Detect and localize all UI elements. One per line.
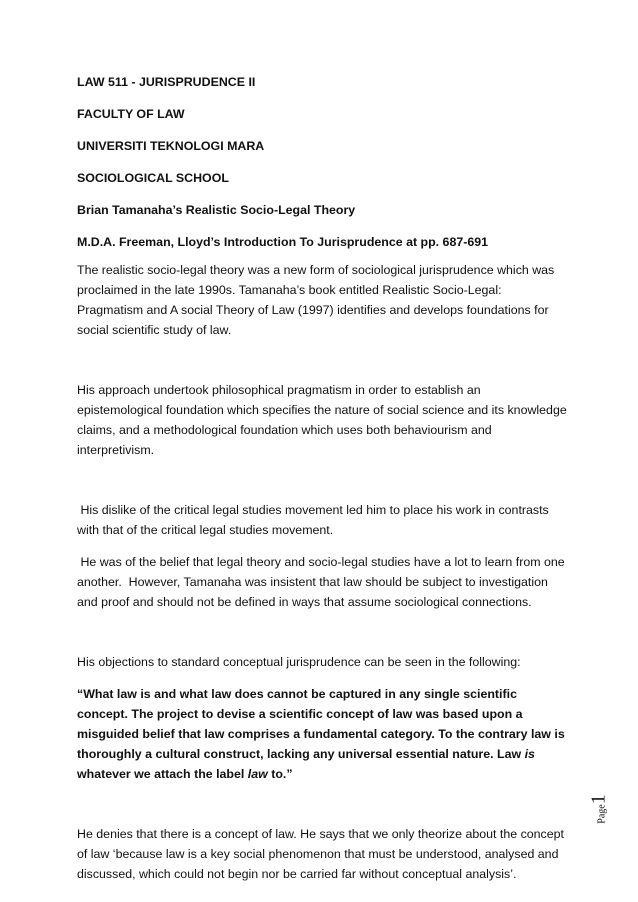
paragraph-belief: He was of the belief that legal theory and socio-legal studies have a lot to learn from one another. However, Tamanaha was insistent that law should be subject to investigation and proof and should not be defined in ways that assume sociological connections. bbox=[77, 555, 569, 609]
paragraph-objections: His objections to standard conceptual jurisprudence can be seen in the following: bbox=[77, 655, 521, 669]
reference-heading: M.D.A. Freeman, Lloyd’s Introduction To Jurisprudence at pp. 687-691 bbox=[77, 235, 489, 249]
quote-text-middle: whatever we attach the label bbox=[77, 767, 248, 781]
paragraph-closing: He denies that there is a concept of law. He says that we only theorize about the concept of law ‘because law is a key social phenomenon that must be understood, analysed and discussed, which could not begin nor be carried far without conceptual analysis’. bbox=[77, 827, 564, 881]
document-body bbox=[77, 72, 567, 884]
course-code-heading: LAW 511 - JURISPRUDENCE II bbox=[77, 75, 256, 89]
paragraph-dislike: His dislike of the critical legal studies movement led him to place his work in contrasts with that of the critical legal studies movement. bbox=[77, 503, 553, 537]
quote-emphasis-law: law bbox=[247, 767, 268, 781]
school-heading: SOCIOLOGICAL SCHOOL bbox=[77, 171, 229, 185]
university-heading: UNIVERSITI TEKNOLOGI MARA bbox=[77, 139, 265, 153]
page-number-value: 1 bbox=[587, 794, 610, 805]
faculty-heading: FACULTY OF LAW bbox=[77, 107, 185, 121]
quote-text-start: “What law is and what law does cannot be captured in any single scientific concept. The project to devise a scientific concept of law was based upon a misguided belief that law comprises a fundamental category. To the contrary law is thoroughly a cultural construct, lacking any universal essential nature. Law bbox=[77, 687, 565, 761]
paragraph-approach: His approach undertook philosophical pragmatism in order to establish an epistemological foundation which specifies the nature of social science and its knowledge claims, and a methodological foundation which uses both behaviourism and interpretivism. bbox=[77, 383, 567, 457]
paragraph-intro: The realistic socio-legal theory was a new form of sociological jurisprudence which was proclaimed in the late 1990s. Tamanaha’s book entitled Realistic Socio-Legal: Pragmatism and A social Theory of Law (1997) identifies and develops foundations for social scientific study of law. bbox=[77, 263, 555, 337]
block-quote bbox=[77, 684, 567, 784]
page-label: Page bbox=[596, 804, 608, 824]
quote-emphasis-is: is bbox=[524, 747, 535, 761]
quote-text-end: to.” bbox=[267, 767, 293, 781]
page-number bbox=[584, 786, 614, 832]
topic-heading: Brian Tamanaha’s Realistic Socio-Legal Theory bbox=[77, 203, 356, 217]
